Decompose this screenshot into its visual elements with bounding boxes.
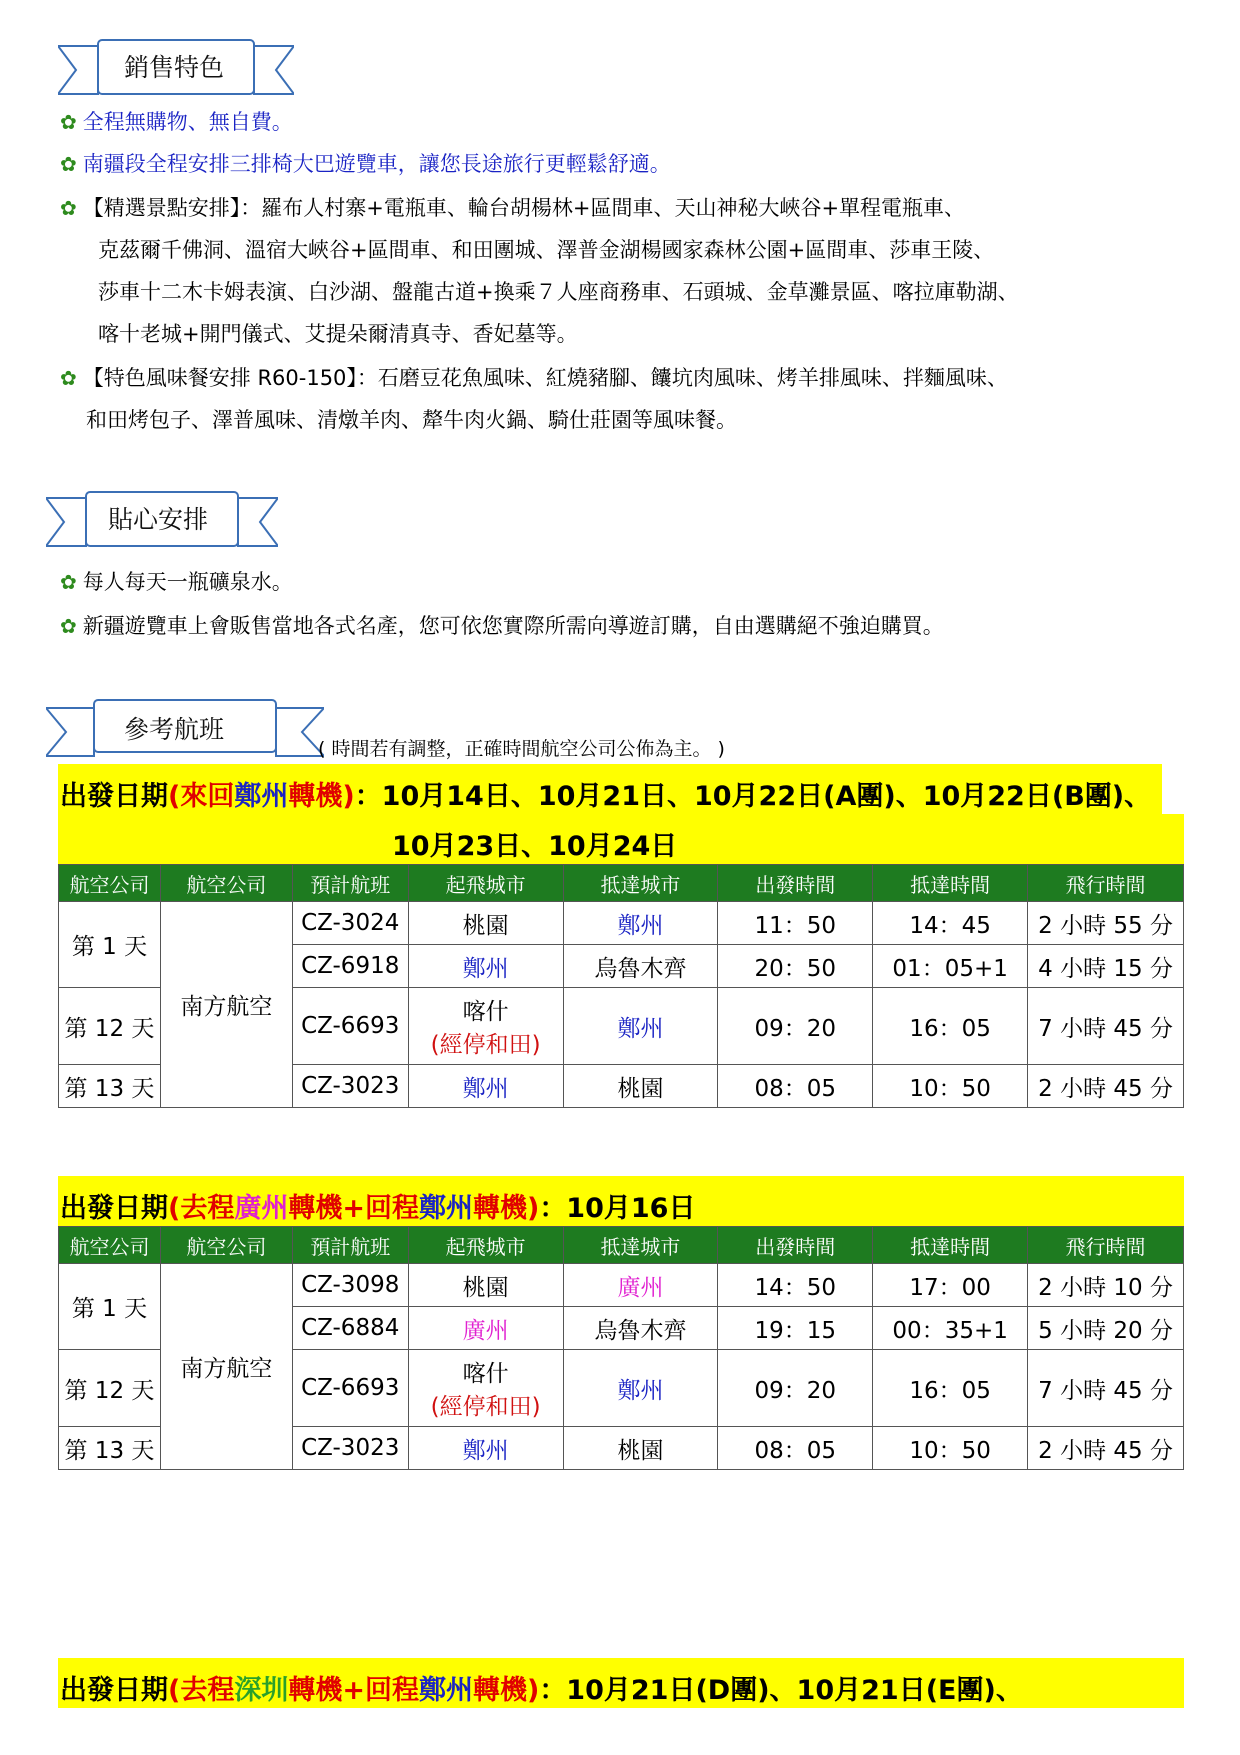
table-row (59, 1264, 1184, 1307)
column-header: 抵達城市 (563, 865, 718, 902)
section-banner-flights (46, 696, 324, 760)
dep-cell: 11：50 (718, 902, 873, 945)
list-item: ✿ 【精選景點安排】：羅布人村寨+電瓶車、輪台胡楊林+區間車、天山神秘大峽谷+單程電瓶車、 (60, 196, 966, 220)
from-cell: 喀什 (經停和田) (408, 988, 563, 1065)
flower-icon: ✿ (60, 196, 77, 220)
flight-table-2 (58, 1226, 1184, 1470)
flight-cell: CZ-6884 (292, 1307, 408, 1350)
dur-cell: 5 小時 20 分 (1028, 1307, 1184, 1350)
flight-cell: CZ-3023 (292, 1427, 408, 1470)
column-header: 出發時間 (718, 865, 873, 902)
flight-cell: CZ-3023 (292, 1065, 408, 1108)
list-item: ✿ 南疆段全程安排三排椅大巴遊覽車，讓您長途旅行更輕鬆舒適。 (60, 152, 671, 176)
list-item: ✿ 【特色風味餐安排 R60-150】：石磨豆花魚風味、紅燒豬腳、饢坑肉風味、烤羊排風味、拌麵風味、 (60, 366, 1008, 390)
from-cell: 桃園 (408, 902, 563, 945)
dur-cell: 2 小時 45 分 (1028, 1427, 1184, 1470)
flower-icon: ✿ (60, 614, 77, 638)
day-cell: 第 13 天 (59, 1427, 161, 1470)
list-item-continuation: 喀十老城+開門儀式、艾提朵爾清真寺、香妃墓等。 (98, 322, 578, 346)
column-header: 出發時間 (718, 1227, 873, 1264)
from-cell: 喀什 (經停和田) (408, 1350, 563, 1427)
column-header: 抵達時間 (873, 1227, 1028, 1264)
to-cell: 鄭州 (563, 1350, 718, 1427)
to-cell: 鄭州 (563, 988, 718, 1065)
list-item-continuation: 莎車十二木卡姆表演、白沙湖、盤龍古道+換乘７人座商務車、石頭城、金草灘景區、喀拉庫勒湖、 (98, 280, 1019, 304)
column-header: 預計航班 (292, 1227, 408, 1264)
dur-cell: 2 小時 10 分 (1028, 1264, 1184, 1307)
dur-cell: 2 小時 55 分 (1028, 902, 1184, 945)
table-header-row (59, 865, 1184, 902)
stopover-note: (經停和田) (430, 1032, 541, 1058)
day-cell: 第 13 天 (59, 1065, 161, 1108)
table-row (59, 902, 1184, 945)
departure-dates-3: 出發日期(去程深圳轉機+回程鄭州轉機)：10月21日(D團)、10月21日(E團)、 (60, 1675, 1023, 1706)
day-cell: 第 12 天 (59, 1350, 161, 1427)
list-item-continuation: 克茲爾千佛洞、溫宿大峽谷+區間車、和田團城、澤普金湖楊國家森林公園+區間車、莎車王陵、 (98, 238, 995, 262)
airline-cell: 南方航空 (160, 1264, 292, 1470)
column-header: 航空公司 (59, 1227, 161, 1264)
from-cell: 桃園 (408, 1264, 563, 1307)
departure-dates-1-cont: 10月23日、10月24日 (392, 831, 678, 862)
list-item: ✿ 新疆遊覽車上會販售當地各式名產，您可依您實際所需向導遊訂購，自由選購絕不強迫購買。 (60, 614, 944, 638)
dep-cell: 19：15 (718, 1307, 873, 1350)
list-item: ✿ 全程無購物、無自費。 (60, 110, 293, 134)
flight-table-1 (58, 864, 1184, 1108)
list-item: ✿ 每人每天一瓶礦泉水。 (60, 570, 293, 594)
arr-cell: 16：05 (873, 988, 1028, 1065)
dur-cell: 2 小時 45 分 (1028, 1065, 1184, 1108)
flight-note: ( 時間若有調整，正確時間航空公司公佈為主。 ) (318, 738, 725, 760)
arr-cell: 01：05+1 (873, 945, 1028, 988)
dep-cell: 14：50 (718, 1264, 873, 1307)
section-banner-sales (58, 38, 294, 102)
arr-cell: 10：50 (873, 1065, 1028, 1108)
dep-cell: 08：05 (718, 1427, 873, 1470)
arr-cell: 16：05 (873, 1350, 1028, 1427)
list-item-continuation: 和田烤包子、澤普風味、清燉羊肉、犛牛肉火鍋、騎仕莊園等風味餐。 (86, 408, 737, 432)
to-cell: 桃園 (563, 1427, 718, 1470)
stopover-note: (經停和田) (430, 1394, 541, 1420)
to-cell: 桃園 (563, 1065, 718, 1108)
departure-dates-1: 出發日期(來回鄭州轉機)：10月14日、10月21日、10月22日(A團)、10月22日(B團)、 (60, 781, 1152, 812)
column-header: 起飛城市 (408, 865, 563, 902)
table-header-row (59, 1227, 1184, 1264)
dep-cell: 08：05 (718, 1065, 873, 1108)
column-header: 航空公司 (160, 865, 292, 902)
from-cell: 鄭州 (408, 1427, 563, 1470)
flight-cell: CZ-6693 (292, 1350, 408, 1427)
dep-cell: 09：20 (718, 1350, 873, 1427)
column-header: 預計航班 (292, 865, 408, 902)
flight-cell: CZ-6918 (292, 945, 408, 988)
column-header: 起飛城市 (408, 1227, 563, 1264)
to-cell: 烏魯木齊 (563, 1307, 718, 1350)
to-cell: 烏魯木齊 (563, 945, 718, 988)
section-title-care: 貼心安排 (108, 505, 209, 534)
dur-cell: 7 小時 45 分 (1028, 1350, 1184, 1427)
column-header: 航空公司 (59, 865, 161, 902)
arr-cell: 14：45 (873, 902, 1028, 945)
flower-icon: ✿ (60, 366, 77, 390)
airline-cell: 南方航空 (160, 902, 292, 1108)
column-header: 抵達城市 (563, 1227, 718, 1264)
section-title-sales: 銷售特色 (124, 53, 225, 82)
flower-icon: ✿ (60, 152, 77, 176)
arr-cell: 17：00 (873, 1264, 1028, 1307)
arr-cell: 10：50 (873, 1427, 1028, 1470)
day-cell: 第 1 天 (59, 902, 161, 988)
arr-cell: 00：35+1 (873, 1307, 1028, 1350)
section-title-flights: 參考航班 (124, 715, 225, 744)
from-cell: 鄭州 (408, 945, 563, 988)
from-cell: 鄭州 (408, 1065, 563, 1108)
flight-cell: CZ-6693 (292, 988, 408, 1065)
to-cell: 鄭州 (563, 902, 718, 945)
to-cell: 廣州 (563, 1264, 718, 1307)
section-banner-care (46, 490, 278, 554)
day-cell: 第 12 天 (59, 988, 161, 1065)
dur-cell: 4 小時 15 分 (1028, 945, 1184, 988)
column-header: 飛行時間 (1028, 1227, 1184, 1264)
flight-cell: CZ-3024 (292, 902, 408, 945)
dur-cell: 7 小時 45 分 (1028, 988, 1184, 1065)
flight-cell: CZ-3098 (292, 1264, 408, 1307)
day-cell: 第 1 天 (59, 1264, 161, 1350)
column-header: 抵達時間 (873, 865, 1028, 902)
dep-cell: 09：20 (718, 988, 873, 1065)
dep-cell: 20：50 (718, 945, 873, 988)
column-header: 航空公司 (160, 1227, 292, 1264)
flower-icon: ✿ (60, 570, 77, 594)
column-header: 飛行時間 (1028, 865, 1184, 902)
departure-dates-2: 出發日期(去程廣州轉機+回程鄭州轉機)：10月16日 (60, 1193, 696, 1224)
from-cell: 廣州 (408, 1307, 563, 1350)
flower-icon: ✿ (60, 110, 77, 134)
